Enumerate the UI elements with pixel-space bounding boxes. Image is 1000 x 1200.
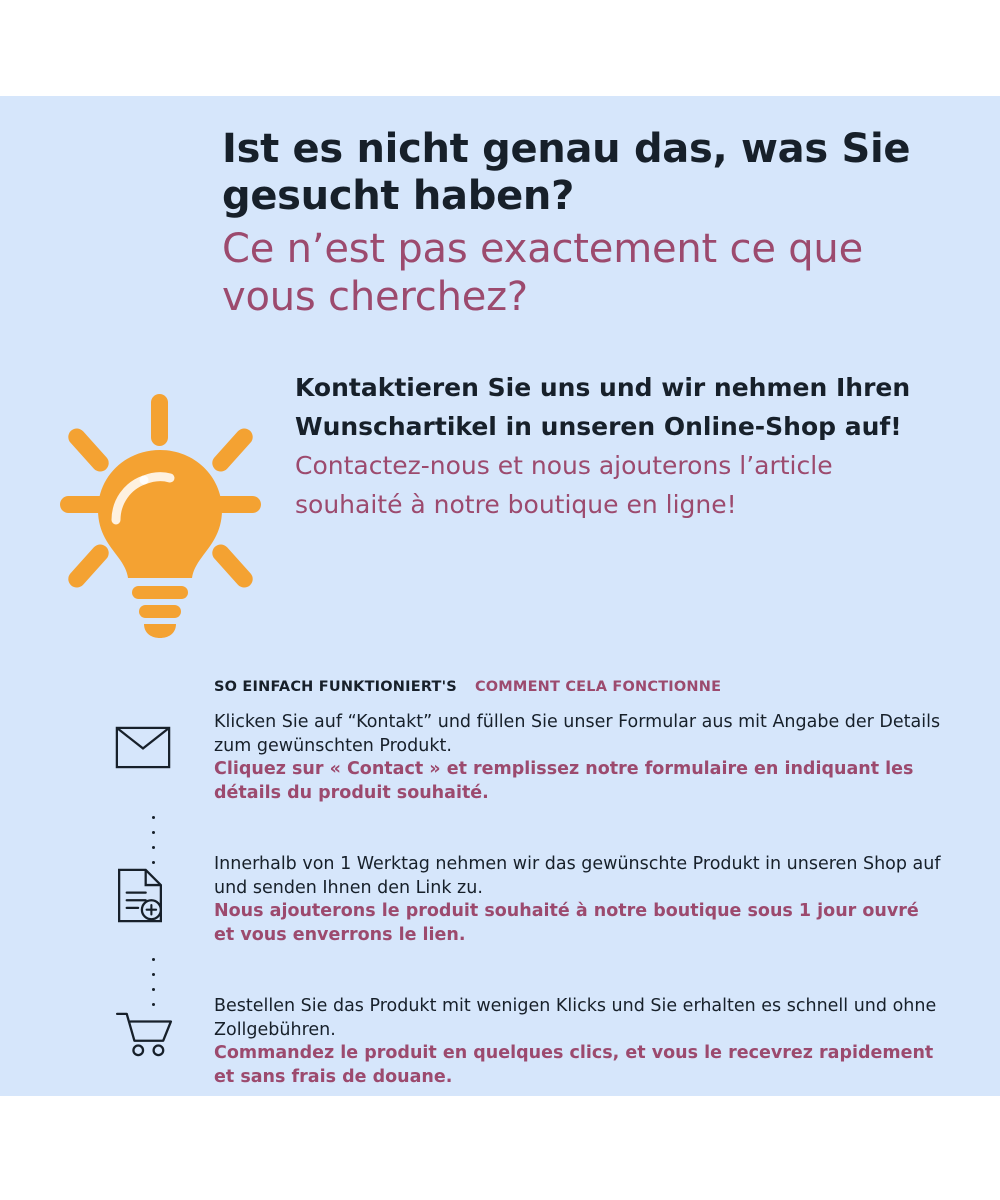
promo-banner — [0, 96, 1000, 1096]
shopping-cart-icon — [115, 1010, 175, 1066]
headline-block — [222, 126, 922, 321]
step-german: Klicken Sie auf “Kontakt” und füllen Sie unser Formular aus mit Angabe der Details zum gewünschten Produkt. — [214, 712, 941, 756]
steps-list — [115, 708, 945, 1112]
intro-french: Contactez-nous et nous ajouterons l’article souhaité à notre boutique en ligne! — [295, 451, 833, 519]
steps-header-french: COMMENT CELA FONCTIONNE — [474, 679, 722, 695]
step-german: Innerhalb von 1 Werktag nehmen wir das gewünschte Produkt in unseren Shop auf und senden Ihnen den Link zu. — [214, 854, 941, 898]
intro-german: Kontaktieren Sie uns und wir nehmen Ihren Wunschartikel in unseren Online-Shop auf! — [295, 373, 911, 441]
lightbulb-icon — [40, 388, 280, 638]
envelope-icon — [115, 726, 175, 782]
document-add-icon — [115, 868, 175, 924]
list-item — [115, 992, 945, 1112]
list-item — [115, 708, 945, 828]
step-french: Cliquez sur « Contact » et remplissez notre formulaire en indiquant les détails du produit souhaité. — [214, 759, 914, 803]
step-french: Commandez le produit en quelques clics, et vous le recevrez rapidement et sans frais de douane. — [214, 1043, 934, 1087]
step-german: Bestellen Sie das Produkt mit wenigen Klicks und Sie erhalten es schnell und ohne Zollgebühren. — [214, 996, 937, 1040]
headline-german: Ist es nicht genau das, was Sie gesucht haben? — [222, 126, 911, 220]
steps-header — [214, 679, 721, 695]
step-french: Nous ajouterons le produit souhaité à notre boutique sous 1 jour ouvré et vous enverrons le lien. — [214, 901, 919, 945]
steps-header-german: SO EINFACH FUNKTIONIERT'S — [214, 679, 457, 695]
list-item — [115, 850, 945, 970]
intro-text — [295, 368, 915, 524]
headline-french: Ce n’est pas exactement ce que vous cherchez? — [222, 226, 863, 320]
